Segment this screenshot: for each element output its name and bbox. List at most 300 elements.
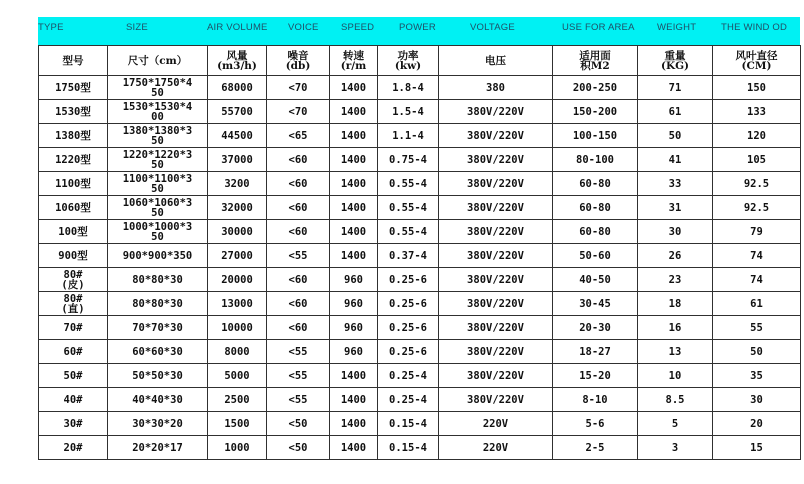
- cell-blade-diameter-line: 74: [750, 273, 763, 286]
- cell-air-volume: [208, 220, 267, 244]
- cell-speed-line: 1400: [340, 393, 367, 406]
- cell-size-line: 1380*1380*3: [122, 124, 193, 137]
- cell-blade-diameter-line: 74: [750, 249, 763, 262]
- cell-speed: [330, 244, 378, 268]
- table-row: [39, 436, 801, 460]
- cell-size: [108, 196, 208, 220]
- cell-area: [553, 76, 638, 100]
- cell-noise-line: <50: [288, 417, 308, 430]
- cell-air-volume-line: 1500: [224, 417, 250, 430]
- cell-size: [108, 148, 208, 172]
- cell-power: [378, 388, 439, 412]
- cell-weight: [638, 364, 713, 388]
- table-row: [39, 412, 801, 436]
- table-row: [39, 244, 801, 268]
- cell-noise: [267, 196, 330, 220]
- cell-weight-line: 31: [668, 201, 682, 214]
- cell-size-line: 80*80*30: [132, 297, 183, 310]
- cell-model-line: (直): [61, 302, 85, 315]
- cell-speed: [330, 292, 378, 316]
- col-header-voltage-line: 电压: [485, 54, 506, 67]
- cell-blade-diameter: [713, 316, 801, 340]
- cell-weight-line: 30: [668, 225, 682, 238]
- cell-noise-line: <55: [288, 369, 308, 382]
- cell-noise-line: <60: [288, 321, 308, 334]
- cell-speed-line: 960: [344, 297, 363, 310]
- cell-power-line: 0.55-4: [389, 201, 427, 214]
- cell-model-line: 1060型: [55, 201, 91, 214]
- col-header-size: [108, 46, 208, 76]
- cell-area: [553, 364, 638, 388]
- cell-weight: [638, 292, 713, 316]
- cell-model-line: 70#: [63, 321, 83, 334]
- cell-voltage: [439, 172, 553, 196]
- cell-speed: [330, 172, 378, 196]
- cell-area: [553, 148, 638, 172]
- cell-size-line: 1000*1000*3: [122, 220, 193, 233]
- cell-model: [39, 196, 108, 220]
- cell-air-volume-line: 27000: [221, 249, 253, 262]
- cell-blade-diameter: [713, 196, 801, 220]
- col-header-weight-line: (KG): [660, 59, 690, 72]
- cell-blade-diameter: [713, 412, 801, 436]
- cell-size-line: 40*40*30: [132, 393, 183, 406]
- cell-blade-diameter: [713, 364, 801, 388]
- cell-size: [108, 244, 208, 268]
- table-row: [39, 220, 801, 244]
- cell-size-line: 50: [151, 182, 164, 195]
- cell-area: [553, 388, 638, 412]
- cell-speed-line: 1400: [340, 105, 367, 118]
- cell-air-volume-line: 1000: [224, 441, 250, 454]
- cell-speed: [330, 340, 378, 364]
- cell-voltage-line: 380: [486, 81, 505, 94]
- cell-power: [378, 340, 439, 364]
- cell-model-line: 20#: [63, 441, 83, 454]
- cell-area: [553, 196, 638, 220]
- cell-speed: [330, 100, 378, 124]
- cell-air-volume: [208, 76, 267, 100]
- cell-model-line: 1380型: [55, 129, 91, 142]
- cell-size-line: 30*30*20: [132, 417, 183, 430]
- col-header-air-volume-line: 风量: [226, 49, 248, 62]
- cell-speed-line: 1400: [340, 417, 367, 430]
- cell-air-volume: [208, 148, 267, 172]
- cell-model-line: (皮): [61, 278, 85, 291]
- cell-blade-diameter: [713, 76, 801, 100]
- cell-size-line: 00: [151, 110, 164, 123]
- col-header-area-line: 适用面: [579, 49, 611, 62]
- cell-size-line: 70*70*30: [132, 321, 183, 334]
- cell-air-volume-line: 5000: [224, 369, 250, 382]
- cell-speed-line: 1400: [340, 225, 367, 238]
- cell-area: [553, 244, 638, 268]
- cell-noise-line: <60: [288, 273, 308, 286]
- cell-size-line: 1060*1060*3: [122, 196, 193, 209]
- cell-weight-line: 3: [671, 441, 679, 454]
- cell-blade-diameter: [713, 220, 801, 244]
- cell-noise-line: <70: [288, 105, 308, 118]
- cell-size-line: 1100*1100*3: [122, 172, 193, 185]
- cell-blade-diameter-line: 120: [747, 129, 766, 142]
- cell-noise-line: <60: [288, 225, 308, 238]
- cell-power-line: 0.55-4: [389, 177, 427, 190]
- cell-speed-line: 960: [344, 345, 363, 358]
- cell-voltage: [439, 364, 553, 388]
- cell-area-line: 30-45: [579, 297, 611, 310]
- header-size: SIZE: [126, 22, 148, 33]
- cell-blade-diameter: [713, 100, 801, 124]
- cell-noise: [267, 412, 330, 436]
- cell-noise-line: <60: [288, 177, 308, 190]
- cell-weight-line: 23: [668, 273, 682, 286]
- cell-air-volume: [208, 124, 267, 148]
- cell-size-line: 50: [151, 86, 164, 99]
- table-row: [39, 76, 801, 100]
- cell-size: [108, 100, 208, 124]
- cell-size: [108, 436, 208, 460]
- cell-voltage-line: 380V/220V: [467, 369, 524, 382]
- cell-model-line: 900型: [58, 249, 88, 262]
- cell-power-line: 0.15-4: [389, 441, 427, 454]
- cell-power-line: 0.25-4: [389, 369, 427, 382]
- cell-air-volume: [208, 292, 267, 316]
- header-weight: WEIGHT: [657, 22, 697, 33]
- col-header-voltage: [439, 46, 553, 76]
- cell-size-line: 50*50*30: [132, 369, 183, 382]
- col-header-speed-line: (r/m: [340, 59, 367, 72]
- header-air-volume: AIR VOLUME: [207, 22, 268, 33]
- cell-area-line: 100-150: [572, 129, 618, 142]
- cell-weight-line: 41: [668, 153, 682, 166]
- cell-noise: [267, 148, 330, 172]
- cell-model: [39, 244, 108, 268]
- cell-model-line: 40#: [63, 393, 83, 406]
- cell-speed: [330, 268, 378, 292]
- cell-power: [378, 244, 439, 268]
- cell-air-volume: [208, 244, 267, 268]
- cell-air-volume-line: 13000: [221, 297, 253, 310]
- cell-model: [39, 412, 108, 436]
- cell-speed-line: 1400: [340, 441, 367, 454]
- cell-size-line: 50: [151, 230, 164, 243]
- cell-weight: [638, 100, 713, 124]
- cell-voltage: [439, 388, 553, 412]
- cell-blade-diameter: [713, 124, 801, 148]
- cell-area: [553, 316, 638, 340]
- cell-area-line: 150-200: [572, 105, 618, 118]
- cell-weight-line: 33: [668, 177, 682, 190]
- col-header-blade-diameter-line: 风叶直径: [735, 49, 778, 62]
- cell-size: [108, 76, 208, 100]
- cell-blade-diameter: [713, 388, 801, 412]
- cell-blade-diameter-line: 133: [747, 105, 766, 118]
- cell-power: [378, 76, 439, 100]
- cell-weight-line: 10: [668, 369, 682, 382]
- cell-weight: [638, 388, 713, 412]
- cell-speed-line: 1400: [340, 81, 367, 94]
- cell-weight: [638, 124, 713, 148]
- cell-voltage: [439, 412, 553, 436]
- cell-model-line: 60#: [63, 345, 83, 358]
- cell-model: [39, 100, 108, 124]
- table-header-row: [39, 46, 801, 76]
- cell-area-line: 15-20: [579, 369, 611, 382]
- cell-power: [378, 436, 439, 460]
- cell-model-line: 1100型: [55, 177, 91, 190]
- cell-power: [378, 220, 439, 244]
- col-header-power: [378, 46, 439, 76]
- cell-noise-line: <60: [288, 201, 308, 214]
- cell-speed: [330, 316, 378, 340]
- cell-voltage: [439, 124, 553, 148]
- cell-blade-diameter-line: 30: [750, 393, 763, 406]
- cell-model-line: 100型: [58, 225, 88, 238]
- cell-area-line: 60-80: [579, 201, 611, 214]
- cell-voltage-line: 380V/220V: [467, 201, 524, 214]
- cell-weight: [638, 316, 713, 340]
- cell-size-line: 1220*1220*3: [122, 148, 193, 161]
- cell-weight: [638, 172, 713, 196]
- cell-voltage-line: 380V/220V: [467, 297, 524, 310]
- cell-model: [39, 340, 108, 364]
- cell-model-line: 1750型: [55, 81, 91, 94]
- cell-weight-line: 16: [668, 321, 682, 334]
- cell-area-line: 200-250: [572, 81, 618, 94]
- col-header-speed-line: 转速: [343, 49, 364, 62]
- cell-air-volume: [208, 196, 267, 220]
- cell-power: [378, 172, 439, 196]
- col-header-size-line: 尺寸（cm）: [127, 54, 188, 67]
- cell-voltage-line: 380V/220V: [467, 321, 524, 334]
- cell-model: [39, 436, 108, 460]
- cell-blade-diameter-line: 61: [750, 297, 763, 310]
- cell-size: [108, 292, 208, 316]
- col-header-area: [553, 46, 638, 76]
- cell-noise: [267, 268, 330, 292]
- table-body: [39, 46, 801, 460]
- cell-size-line: 900*900*350: [122, 249, 193, 262]
- table-row: [39, 100, 801, 124]
- cell-blade-diameter-line: 150: [747, 81, 766, 94]
- cell-air-volume-line: 20000: [221, 273, 253, 286]
- header-voltage: VOLTAGE: [470, 22, 515, 33]
- cell-size: [108, 364, 208, 388]
- cell-noise: [267, 244, 330, 268]
- cell-voltage: [439, 100, 553, 124]
- cell-air-volume-line: 10000: [221, 321, 253, 334]
- cell-noise: [267, 220, 330, 244]
- cell-area: [553, 220, 638, 244]
- cell-noise: [267, 340, 330, 364]
- col-header-noise-line: (db): [285, 59, 311, 72]
- cell-area-line: 20-30: [579, 321, 611, 334]
- cell-power: [378, 364, 439, 388]
- cell-weight-line: 26: [668, 249, 682, 262]
- cell-weight: [638, 220, 713, 244]
- cell-power-line: 1.8-4: [392, 81, 424, 94]
- cell-model-line: 1220型: [55, 153, 91, 166]
- cell-area-line: 60-80: [579, 225, 611, 238]
- header-type: TYPE: [38, 22, 64, 33]
- cell-air-volume-line: 2500: [224, 393, 250, 406]
- cell-noise: [267, 388, 330, 412]
- cell-area: [553, 340, 638, 364]
- cell-air-volume: [208, 436, 267, 460]
- cell-area: [553, 436, 638, 460]
- col-header-noise-line: 噪音: [287, 49, 309, 62]
- header-wind-od: THE WIND OD: [721, 22, 788, 33]
- cell-noise-line: <65: [288, 129, 308, 142]
- table-row: [39, 148, 801, 172]
- cell-power: [378, 316, 439, 340]
- cell-blade-diameter: [713, 292, 801, 316]
- cell-blade-diameter: [713, 244, 801, 268]
- cell-speed: [330, 76, 378, 100]
- cell-air-volume: [208, 388, 267, 412]
- cell-air-volume: [208, 316, 267, 340]
- table-row: [39, 340, 801, 364]
- cell-area: [553, 124, 638, 148]
- header-voice: VOICE: [288, 22, 319, 33]
- cell-noise-line: <60: [288, 153, 308, 166]
- cell-weight-line: 50: [668, 129, 682, 142]
- cell-weight: [638, 436, 713, 460]
- cell-model-line: 1530型: [55, 105, 91, 118]
- cell-voltage: [439, 148, 553, 172]
- cell-weight-line: 5: [671, 417, 679, 430]
- cell-blade-diameter-line: 92.5: [743, 201, 770, 214]
- cell-area-line: 8-10: [582, 393, 608, 406]
- cell-air-volume: [208, 268, 267, 292]
- cell-noise: [267, 436, 330, 460]
- cell-voltage-line: 380V/220V: [467, 177, 524, 190]
- table-row: [39, 388, 801, 412]
- cell-area-line: 80-100: [576, 153, 614, 166]
- table-row: [39, 172, 801, 196]
- cell-voltage: [439, 220, 553, 244]
- cell-voltage: [439, 196, 553, 220]
- cell-power-line: 1.1-4: [392, 129, 424, 142]
- cell-size-line: 1750*1750*4: [122, 76, 193, 89]
- cell-size-line: 50: [151, 134, 164, 147]
- cell-weight-line: 71: [668, 81, 682, 94]
- col-header-weight-line: 重量: [664, 49, 686, 62]
- header-speed: SPEED: [341, 22, 375, 33]
- table-row: [39, 124, 801, 148]
- cell-noise: [267, 172, 330, 196]
- fan-spec-table: [38, 45, 801, 460]
- cell-blade-diameter-line: 35: [750, 369, 763, 382]
- table-row: [39, 364, 801, 388]
- cell-weight-line: 13: [668, 345, 682, 358]
- cell-air-volume: [208, 340, 267, 364]
- cell-power: [378, 196, 439, 220]
- cell-air-volume-line: 37000: [221, 153, 253, 166]
- cell-size: [108, 340, 208, 364]
- cell-model: [39, 268, 108, 292]
- col-header-noise: [267, 46, 330, 76]
- cell-voltage-line: 380V/220V: [467, 105, 524, 118]
- cell-voltage-line: 380V/220V: [467, 129, 524, 142]
- cell-model: [39, 316, 108, 340]
- cell-size: [108, 220, 208, 244]
- cell-power-line: 0.25-6: [389, 345, 427, 358]
- cell-speed: [330, 124, 378, 148]
- cell-size: [108, 316, 208, 340]
- cell-speed-line: 1400: [340, 177, 367, 190]
- col-header-power-line: (kw): [394, 59, 422, 72]
- cell-area: [553, 100, 638, 124]
- cell-size-line: 60*60*30: [132, 345, 183, 358]
- cell-voltage-line: 380V/220V: [467, 249, 524, 262]
- cell-noise-line: <55: [288, 249, 308, 262]
- col-header-area-line: 积M2: [580, 59, 610, 72]
- cell-noise: [267, 100, 330, 124]
- cell-model: [39, 388, 108, 412]
- cell-power-line: 0.75-4: [389, 153, 427, 166]
- cell-speed-line: 1400: [340, 201, 367, 214]
- col-header-air-volume: [208, 46, 267, 76]
- cell-air-volume: [208, 412, 267, 436]
- cell-weight-line: 61: [668, 105, 682, 118]
- cell-air-volume-line: 44500: [221, 129, 253, 142]
- cell-model-line: 30#: [63, 417, 83, 430]
- cell-weight-line: 8.5: [665, 393, 685, 406]
- cell-speed-line: 960: [344, 321, 363, 334]
- cell-voltage: [439, 76, 553, 100]
- cell-air-volume-line: 30000: [221, 225, 253, 238]
- cell-voltage: [439, 244, 553, 268]
- cell-power: [378, 292, 439, 316]
- col-header-model-line: 型号: [62, 54, 84, 67]
- cell-speed: [330, 364, 378, 388]
- cell-power: [378, 268, 439, 292]
- header-use-for-area: USE FOR AREA: [562, 22, 635, 33]
- cell-area-line: 40-50: [579, 273, 611, 286]
- table-row: [39, 268, 801, 292]
- cell-weight: [638, 268, 713, 292]
- cell-air-volume-line: 3200: [224, 177, 250, 190]
- cell-noise: [267, 364, 330, 388]
- cell-voltage-line: 380V/220V: [467, 153, 524, 166]
- table-row: [39, 196, 801, 220]
- cell-voltage-line: 220V: [482, 417, 509, 430]
- cell-weight-line: 18: [668, 297, 682, 310]
- cell-voltage-line: 380V/220V: [467, 225, 524, 238]
- cell-speed-line: 1400: [340, 153, 367, 166]
- cell-blade-diameter-line: 15: [750, 441, 763, 454]
- cell-area-line: 60-80: [579, 177, 611, 190]
- cell-blade-diameter: [713, 436, 801, 460]
- cell-blade-diameter: [713, 340, 801, 364]
- cell-area-line: 5-6: [585, 417, 605, 430]
- cell-voltage: [439, 316, 553, 340]
- cell-air-volume-line: 68000: [221, 81, 253, 94]
- cell-noise-line: <50: [288, 441, 308, 454]
- cell-speed: [330, 436, 378, 460]
- cell-area-line: 18-27: [579, 345, 611, 358]
- cell-speed-line: 1400: [340, 129, 367, 142]
- cell-speed-line: 1400: [340, 249, 367, 262]
- col-header-air-volume-line: (m3/h): [217, 59, 257, 72]
- cell-speed: [330, 148, 378, 172]
- cell-model-line: 80#: [63, 292, 83, 305]
- cell-blade-diameter-line: 50: [750, 345, 763, 358]
- cell-area-line: 50-60: [579, 249, 611, 262]
- cell-power: [378, 100, 439, 124]
- cell-noise: [267, 292, 330, 316]
